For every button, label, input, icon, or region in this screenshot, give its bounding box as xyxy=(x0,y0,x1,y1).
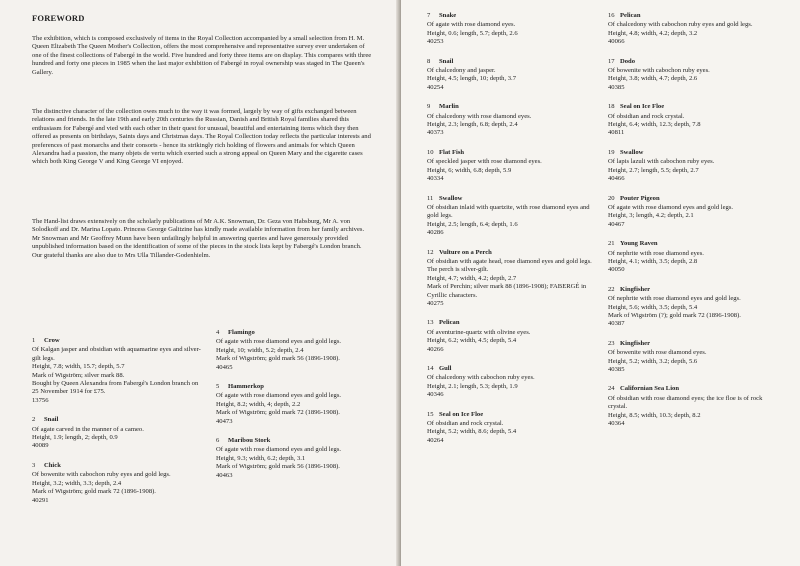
entry-detail-line: Of bowenite with cabochon ruby eyes. xyxy=(608,67,710,75)
entry-detail-line: Height, 5.2; width, 8.6; depth, 5.4 xyxy=(427,428,517,436)
entry-detail-line: Of chalcedony and jasper. xyxy=(427,67,496,75)
entry-detail-line: 40463 xyxy=(216,471,233,479)
catalogue-entry xyxy=(427,58,599,93)
entry-detail-line: Height, 8.5; width, 10.3; depth, 8.2 xyxy=(608,411,701,419)
entry-heading xyxy=(216,383,384,391)
entry-heading xyxy=(608,195,778,203)
catalogue-entry xyxy=(216,329,384,372)
entry-detail-line: Mark of Wigström; gold mark 72 (1896-1908). xyxy=(32,488,156,496)
catalogue-entry xyxy=(608,12,778,47)
entry-detail-line: 13756 xyxy=(32,396,49,404)
entry-detail-line: Mark of Perchin; silver mark 88 (1896-1908); FABERGÉ in Cyrillic characters. xyxy=(427,283,587,299)
entry-detail-line: Height, 4.5; length, 10; depth, 3.7 xyxy=(427,75,517,83)
entry-detail-line: 40253 xyxy=(427,38,444,46)
entry-detail-line: Height, 10; width, 5.2; depth, 2.4 xyxy=(216,346,304,354)
entry-detail-line: Height, 5.2; width, 3.2; depth, 5.6 xyxy=(608,357,698,365)
entry-detail-line: Of agate with rose diamond eyes and gold legs. xyxy=(608,203,734,211)
entry-title: Maribou Stork xyxy=(228,437,271,445)
entry-detail-line: Height, 1.9; length, 2; depth, 0.9 xyxy=(32,434,118,442)
entry-number: 19 xyxy=(608,148,615,156)
entry-detail-line: Of obsidian and rock crystal. xyxy=(427,420,504,428)
catalogue-entry xyxy=(427,365,599,400)
entry-detail-line: Mark of Wigström; gold mark 56 (1896-1908). xyxy=(216,463,340,471)
entry-heading xyxy=(608,385,778,393)
entry-title: Californian Sea Lion xyxy=(620,385,679,393)
entry-heading xyxy=(427,195,599,203)
entry-number: 6 xyxy=(216,437,220,445)
entry-number: 10 xyxy=(427,148,434,156)
entry-detail-line: 40467 xyxy=(608,220,625,228)
catalogue-entry xyxy=(427,411,599,446)
catalogue-entry xyxy=(608,286,778,329)
entry-number: 23 xyxy=(608,339,615,347)
catalogue-entry xyxy=(32,416,204,451)
entry-heading xyxy=(427,319,599,327)
catalogue-entry xyxy=(427,103,599,138)
entry-detail-line: Height, 5.6; width, 3.5; depth, 5.4 xyxy=(608,303,698,311)
entry-detail-line: Height, 2.5; length, 6.4; depth, 1.6 xyxy=(427,220,518,228)
entry-detail-line: Of agate with rose diamond eyes and gold legs. xyxy=(216,392,342,400)
entry-detail-line: Of obsidian inlaid with quartzite, with rose diamond eyes and gold legs. xyxy=(427,203,590,220)
entry-detail-line: Of agate carved in the manner of a cameo. xyxy=(32,425,144,433)
catalogue-entry xyxy=(427,319,599,354)
entry-detail-line: Height, 9.3; width, 6.2; depth, 3.1 xyxy=(216,454,306,462)
entry-number: 16 xyxy=(608,12,615,19)
catalogue-entry xyxy=(216,437,384,480)
entry-number: 13 xyxy=(427,319,434,327)
entry-title: Gull xyxy=(439,365,452,372)
catalogue-column-3 xyxy=(427,12,599,456)
entry-detail-line: 40387 xyxy=(608,320,625,328)
entry-number: 5 xyxy=(216,383,220,391)
entry-title: Kingfisher xyxy=(620,285,651,293)
entry-detail-line: 40089 xyxy=(32,442,49,450)
catalogue-column-4 xyxy=(608,12,778,439)
entry-heading xyxy=(608,12,778,20)
entry-heading xyxy=(427,149,599,157)
catalogue-entry xyxy=(32,337,204,405)
entry-number: 2 xyxy=(32,416,36,424)
entry-detail-line: 40286 xyxy=(427,229,444,237)
entry-title: Young Raven xyxy=(620,240,658,248)
entry-detail-line: Of nephrite with rose diamond eyes and gold legs. xyxy=(608,295,741,303)
entry-heading xyxy=(608,340,778,348)
foreword-paragraph-2: The distinctive character of the collection owes much to the way it was formed, largely by way of gifts exchanged between relations and friends. In the late 19th and early 20th centuries the Russian, Danish and British Royal families shared this enthusiasm for Fabergé and vied with each other in their quest for unusual, beautiful and entertaining items which they then offered as presents on birthdays, Saints days and Christmas days. The Royal Collection today reflects the particular interests and preferences of past monarchs and their consorts - hence its strikingly rich holding of flowers and animals for which Queen Alexandra had a passion, the many objets de vertu which exerted such a strong appeal on Queen Mary and the cigarette cases which both King George V and King George VI enjoyed. xyxy=(32,108,371,166)
entry-detail-line: 40473 xyxy=(216,417,233,425)
entry-detail-line: Height, 6.2; width, 4.5; depth, 5.4 xyxy=(427,337,517,345)
entry-number: 24 xyxy=(608,385,615,393)
entry-detail-line: Height, 4.1; width, 3.5; depth, 2.8 xyxy=(608,257,698,265)
catalogue-entry xyxy=(427,149,599,184)
entry-title: Hammerkop xyxy=(228,383,264,391)
entry-detail-line: Of chalcedony with cabochon ruby eyes and gold legs. xyxy=(608,21,753,29)
entry-title: Kingfisher xyxy=(620,339,651,347)
entry-number: 12 xyxy=(427,248,434,256)
entry-detail-line: 40291 xyxy=(32,496,49,504)
catalogue-entry xyxy=(608,149,778,184)
entry-title: Snake xyxy=(439,12,457,19)
entry-title: Pouter Pigeon xyxy=(620,194,660,202)
entry-number: 22 xyxy=(608,285,615,293)
entry-heading xyxy=(427,411,599,419)
entry-detail-line: Mark of Wigström (?); gold mark 72 (1896-1908). xyxy=(608,311,741,319)
entry-detail-line: 40373 xyxy=(427,129,444,137)
entry-detail-line: 40811 xyxy=(608,129,625,137)
entry-detail-line: Of aventurine-quartz with olivine eyes. xyxy=(427,328,531,336)
entry-detail-line: Bought by Queen Alexandra from Fabergé's London branch on 25 November 1914 for £75. xyxy=(32,380,199,396)
entry-detail-line: Mark of Wigström; gold mark 56 (1896-1908). xyxy=(216,355,340,363)
entry-number: 15 xyxy=(427,410,434,418)
catalogue-entry xyxy=(216,383,384,426)
entry-heading xyxy=(32,337,204,345)
entry-detail-line: 40466 xyxy=(608,175,625,183)
entry-heading xyxy=(608,58,778,66)
entry-detail-line: Of obsidian and rock crystal. xyxy=(608,112,685,120)
catalogue-column-2 xyxy=(216,329,384,491)
catalogue-entry xyxy=(427,249,599,309)
entry-detail-line: Height, 6; width, 6.8; depth, 5.9 xyxy=(427,166,512,174)
entry-number: 3 xyxy=(32,461,36,469)
entry-heading xyxy=(427,249,599,257)
foreword-paragraph-1: The exhibition, which is composed exclusively of items in the Royal Collection accompanied by a small selection from H. M. Queen Elizabeth The Queen Mother's Collection, offers the most comprehensive and representative survey ever undertaken of one of the finest collections of Fabergé in the world. Five hundred and forty three items are on display. This compares with three hundred and forty one pieces in 1985 when the last major exhibition of Fabergé in royal ownership was staged in The Queen's Gallery. xyxy=(32,35,372,76)
catalogue-column-1 xyxy=(32,337,204,516)
entry-number: 20 xyxy=(608,194,615,202)
entry-heading xyxy=(608,286,778,294)
entry-heading xyxy=(216,329,384,337)
entry-detail-line: Of lapis lazuli with cabochon ruby eyes. xyxy=(608,158,715,166)
entry-title: Dodo xyxy=(620,57,636,65)
entry-heading xyxy=(608,149,778,157)
entry-detail-line: Height, 4.7; width, 4.2; depth, 2.7 xyxy=(427,274,517,282)
left-page xyxy=(0,0,399,566)
entry-detail-line: Of bowenite with rose diamond eyes. xyxy=(608,349,707,357)
catalogue-entry xyxy=(608,385,778,428)
entry-number: 1 xyxy=(32,337,36,344)
entry-heading xyxy=(608,103,778,111)
entry-detail-line: Height, 7.8; width, 15.7; depth, 5.7 xyxy=(32,363,125,371)
entry-title: Flat Fish xyxy=(439,148,465,156)
entry-detail-line: Of speckled jasper with rose diamond eyes. xyxy=(427,158,542,166)
entry-detail-line: 40334 xyxy=(427,175,444,183)
entry-title: Pelican xyxy=(620,12,641,19)
catalogue-entry xyxy=(608,240,778,275)
entry-detail-line: 40275 xyxy=(427,299,444,307)
entry-title: Vulture on a Perch xyxy=(439,248,492,256)
entry-heading xyxy=(427,365,599,373)
entry-detail-line: 40266 xyxy=(427,345,444,353)
entry-heading xyxy=(427,58,599,66)
entry-detail-line: Of agate with rose diamond eyes and gold legs. xyxy=(216,338,342,346)
entry-title: Chick xyxy=(44,461,61,469)
entry-number: 8 xyxy=(427,57,431,65)
catalogue-entry xyxy=(608,58,778,93)
catalogue-entry xyxy=(32,462,204,505)
entry-detail-line: Of agate with rose diamond eyes and gold legs. xyxy=(216,446,342,454)
entry-title: Marlin xyxy=(439,103,459,111)
entry-detail-line: Height, 2.7; length, 5.5; depth, 2.7 xyxy=(608,166,699,174)
entry-heading xyxy=(427,103,599,111)
right-page xyxy=(401,0,800,566)
entry-detail-line: 40385 xyxy=(608,83,625,91)
entry-title: Swallow xyxy=(439,194,463,202)
entry-detail-line: 40346 xyxy=(427,391,444,399)
catalogue-entry xyxy=(608,195,778,230)
entry-title: Snail xyxy=(44,416,59,424)
entry-detail-line: Height, 0.6; length, 5.7; depth, 2.6 xyxy=(427,29,518,37)
entry-number: 4 xyxy=(216,329,220,336)
catalogue-entry xyxy=(608,103,778,138)
entry-detail-line: Mark of Wigström; gold mark 72 (1896-1908). xyxy=(216,409,340,417)
entry-detail-line: Of obsidian with rose diamond eyes; the ice floe is of rock crystal. xyxy=(608,394,763,411)
entry-detail-line: Of agate with rose diamond eyes. xyxy=(427,21,516,29)
entry-number: 21 xyxy=(608,240,615,248)
entry-heading xyxy=(608,240,778,248)
entry-detail-line: 40465 xyxy=(216,363,233,371)
entry-detail-line: Of nephrite with rose diamond eyes. xyxy=(608,249,704,257)
entry-detail-line: 40050 xyxy=(608,266,625,274)
entry-detail-line: Of Kalgan jasper and obsidian with aquamarine eyes and silver-gilt legs. xyxy=(32,346,201,362)
entry-number: 9 xyxy=(427,103,431,111)
entry-detail-line: Height, 2.3; length, 6.8; depth, 2.4 xyxy=(427,121,518,129)
entry-heading xyxy=(32,416,204,424)
entry-detail-line: Of chalcedony with rose diamond eyes. xyxy=(427,112,532,120)
entry-title: Swallow xyxy=(620,148,644,156)
entry-detail-line: Height, 8.2; width, 4; depth, 2.2 xyxy=(216,400,301,408)
entry-title: Crow xyxy=(44,337,60,344)
entry-detail-line: 40385 xyxy=(608,366,625,373)
entry-detail-line: Of chalcedony with cabochon ruby eyes. xyxy=(427,374,535,382)
entry-title: Snail xyxy=(439,57,454,65)
entry-number: 14 xyxy=(427,365,434,372)
entry-detail-line: 40264 xyxy=(427,436,444,444)
entry-heading xyxy=(427,12,599,20)
entry-detail-line: Height, 6.4; width, 12.3; depth, 7.8 xyxy=(608,121,701,129)
entry-detail-line: 40066 xyxy=(608,38,625,46)
entry-detail-line: Height, 3.8; width, 4.7; depth, 2.6 xyxy=(608,75,698,83)
entry-detail-line: 40364 xyxy=(608,420,625,428)
entry-heading xyxy=(32,462,204,470)
entry-detail-line: Height, 2.1; length, 5.3; depth, 1.9 xyxy=(427,382,518,390)
entry-heading xyxy=(216,437,384,445)
entry-number: 7 xyxy=(427,12,431,19)
catalogue-entry xyxy=(608,340,778,375)
entry-number: 11 xyxy=(427,194,434,202)
entry-detail-line: Height, 3; length, 4.2; depth, 2.1 xyxy=(608,212,694,220)
entry-detail-line: Of bowenite with cabochon ruby eyes and gold legs. xyxy=(32,471,171,479)
entry-title: Pelican xyxy=(439,319,460,327)
entry-number: 17 xyxy=(608,57,615,65)
foreword-title: FOREWORD xyxy=(32,13,85,23)
catalogue-entry xyxy=(427,195,599,238)
foreword-paragraph-3: The Hand-list draws extensively on the scholarly publications of Mr A.K. Snowman, Dr. Geza von Habsburg, Mr A. von Solodkoff and Dr. Marina Lopato. Princess George Galitzine has kindly made available information from her family archives. Mr Snowman and Mr Geoffrey Munn have been unfailingly helpful in answering queries and have generously provided unpublished information based on the identification of some of the pieces in the stock lists kept by Fabergé's London branch. Our grateful thanks are also due to Mrs Ulla Tillander-Godenhielm. xyxy=(32,218,365,259)
entry-detail-line: Of obsidian with agate head, rose diamond eyes and gold legs. The perch is silver-gilt. xyxy=(427,257,592,274)
catalogue-entry xyxy=(427,12,599,47)
entry-detail-line: Height, 3.2; width, 3.3; depth, 2.4 xyxy=(32,479,122,487)
entry-title: Flamingo xyxy=(228,329,255,336)
entry-title: Seal on Ice Floe xyxy=(439,410,484,418)
entry-title: Seal on Ice Floe xyxy=(620,103,665,111)
entry-detail-line: Mark of Wigström; silver mark 88. xyxy=(32,371,125,379)
entry-detail-line: Height, 4.8; width, 4.2; depth, 3.2 xyxy=(608,29,698,37)
entry-detail-line: 40254 xyxy=(427,83,444,91)
entry-number: 18 xyxy=(608,103,615,111)
